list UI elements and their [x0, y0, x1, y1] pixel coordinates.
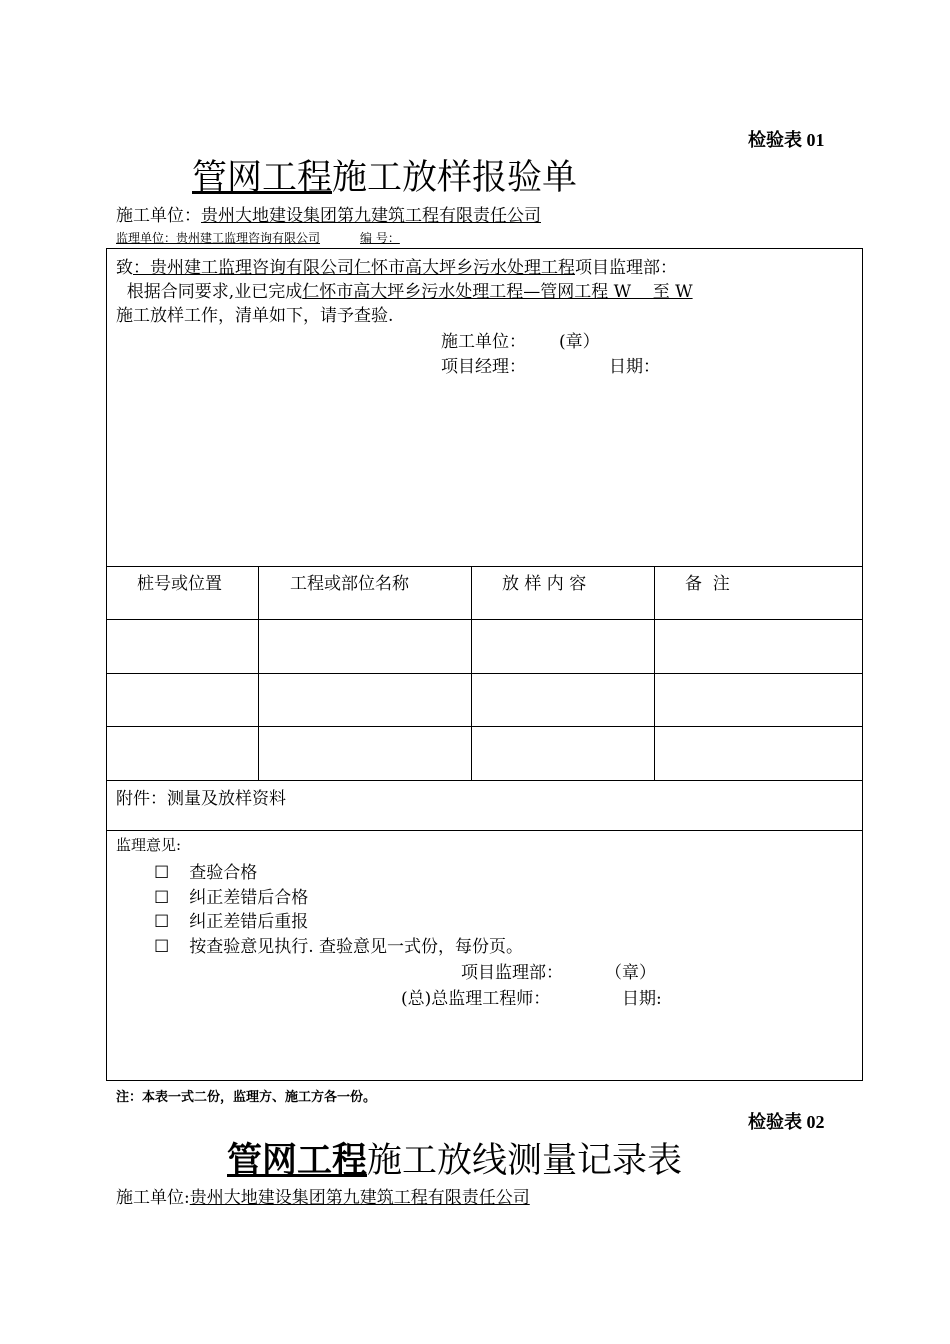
table-header-part: 工程或部位名称: [290, 574, 409, 594]
opinion-label: 监理意见:: [116, 836, 182, 854]
body-line-2: 施工放样工作，清单如下，请予查验.: [116, 306, 394, 326]
table-row-rule: [106, 619, 863, 620]
table-header-remark: 备 注: [685, 574, 730, 594]
option-row: [154, 932, 523, 957]
sign-unit-label: 施工单位：: [441, 332, 526, 352]
title-emphasis-2: 管网工程: [227, 1141, 368, 1181]
attachment-line: 附件：测量及放样资料: [116, 789, 286, 809]
supervisor-unit: 监理单位：贵州建工监理咨询有限公司: [116, 231, 321, 245]
title-rest: 施工放样报验单: [332, 158, 578, 198]
option-label: 按查验意见执行. 查验意见一式份，每份页。: [189, 937, 524, 957]
table-col-rule: [258, 566, 259, 780]
sign-unit-stamp: (章）: [559, 332, 600, 352]
sign-date-label: 日期：: [609, 357, 660, 377]
checkbox-icon[interactable]: ☐: [154, 888, 170, 908]
form-code-2: 检验表 02: [748, 1112, 825, 1132]
table-row-rule: [106, 673, 863, 674]
opinion-top-rule: [106, 830, 863, 831]
title-emphasis: 管网工程: [192, 158, 333, 198]
contractor-line: [116, 201, 541, 226]
engineer-date-label: 日期:: [622, 989, 662, 1009]
form-note: 注：本表一式二份，监理方、施工方各一份。: [116, 1090, 377, 1105]
contractor-line-2: [116, 1183, 530, 1208]
option-row: [154, 858, 257, 883]
supervisor-line: [116, 229, 400, 246]
sign-manager-label: 项目经理：: [441, 357, 526, 377]
page-title-2: [227, 1133, 682, 1183]
checkbox-icon[interactable]: ☐: [154, 912, 170, 932]
title-rest-2: 施工放线测量记录表: [367, 1141, 683, 1181]
contractor-value: 贵州大地建设集团第九建筑工程有限责任公司: [201, 206, 541, 226]
table-col-rule: [471, 566, 472, 780]
addressee-value: ：贵州建工监理咨询有限公司仁怀市高大坪乡污水处理工程: [133, 258, 575, 278]
option-label: 纠正差错后合格: [189, 888, 309, 908]
table-col-rule: [654, 566, 655, 780]
checkbox-icon[interactable]: ☐: [154, 863, 170, 883]
contractor-value-2: 贵州大地建设集团第九建筑工程有限责任公司: [189, 1188, 530, 1208]
contractor-label-2: 施工单位:: [116, 1188, 190, 1208]
body-prefix: 根据合同要求,业已完成: [116, 282, 303, 302]
table-top-rule: [106, 566, 863, 567]
addressee-suffix: 项目监理部：: [575, 258, 677, 278]
body-line-1: [116, 277, 693, 302]
checkbox-icon[interactable]: ☐: [154, 937, 170, 957]
body-project: 仁怀市高大坪乡污水处理工程—管网工程 W 至 W: [302, 282, 693, 302]
engineer-label: (总)总监理工程师：: [401, 989, 551, 1009]
form-code: 检验表 01: [748, 130, 825, 150]
dept-stamp: （章）: [605, 963, 656, 983]
dept-label: 项目监理部：: [461, 963, 563, 983]
option-label: 纠正差错后重报: [189, 912, 309, 932]
table-header-station: 桩号或位置: [137, 574, 222, 594]
table-row-rule: [106, 726, 863, 727]
table-bottom-rule: [106, 780, 863, 781]
page-title: [192, 150, 577, 200]
table-header-content: 放 样 内 容: [502, 574, 587, 594]
option-row: [154, 883, 308, 908]
option-row: [154, 907, 308, 932]
addressee-prefix: 致: [116, 258, 133, 278]
option-label: 查验合格: [189, 863, 258, 883]
number-label: 编 号：: [360, 231, 400, 245]
contractor-label: 施工单位：: [116, 206, 201, 226]
addressee-line: [116, 253, 677, 278]
